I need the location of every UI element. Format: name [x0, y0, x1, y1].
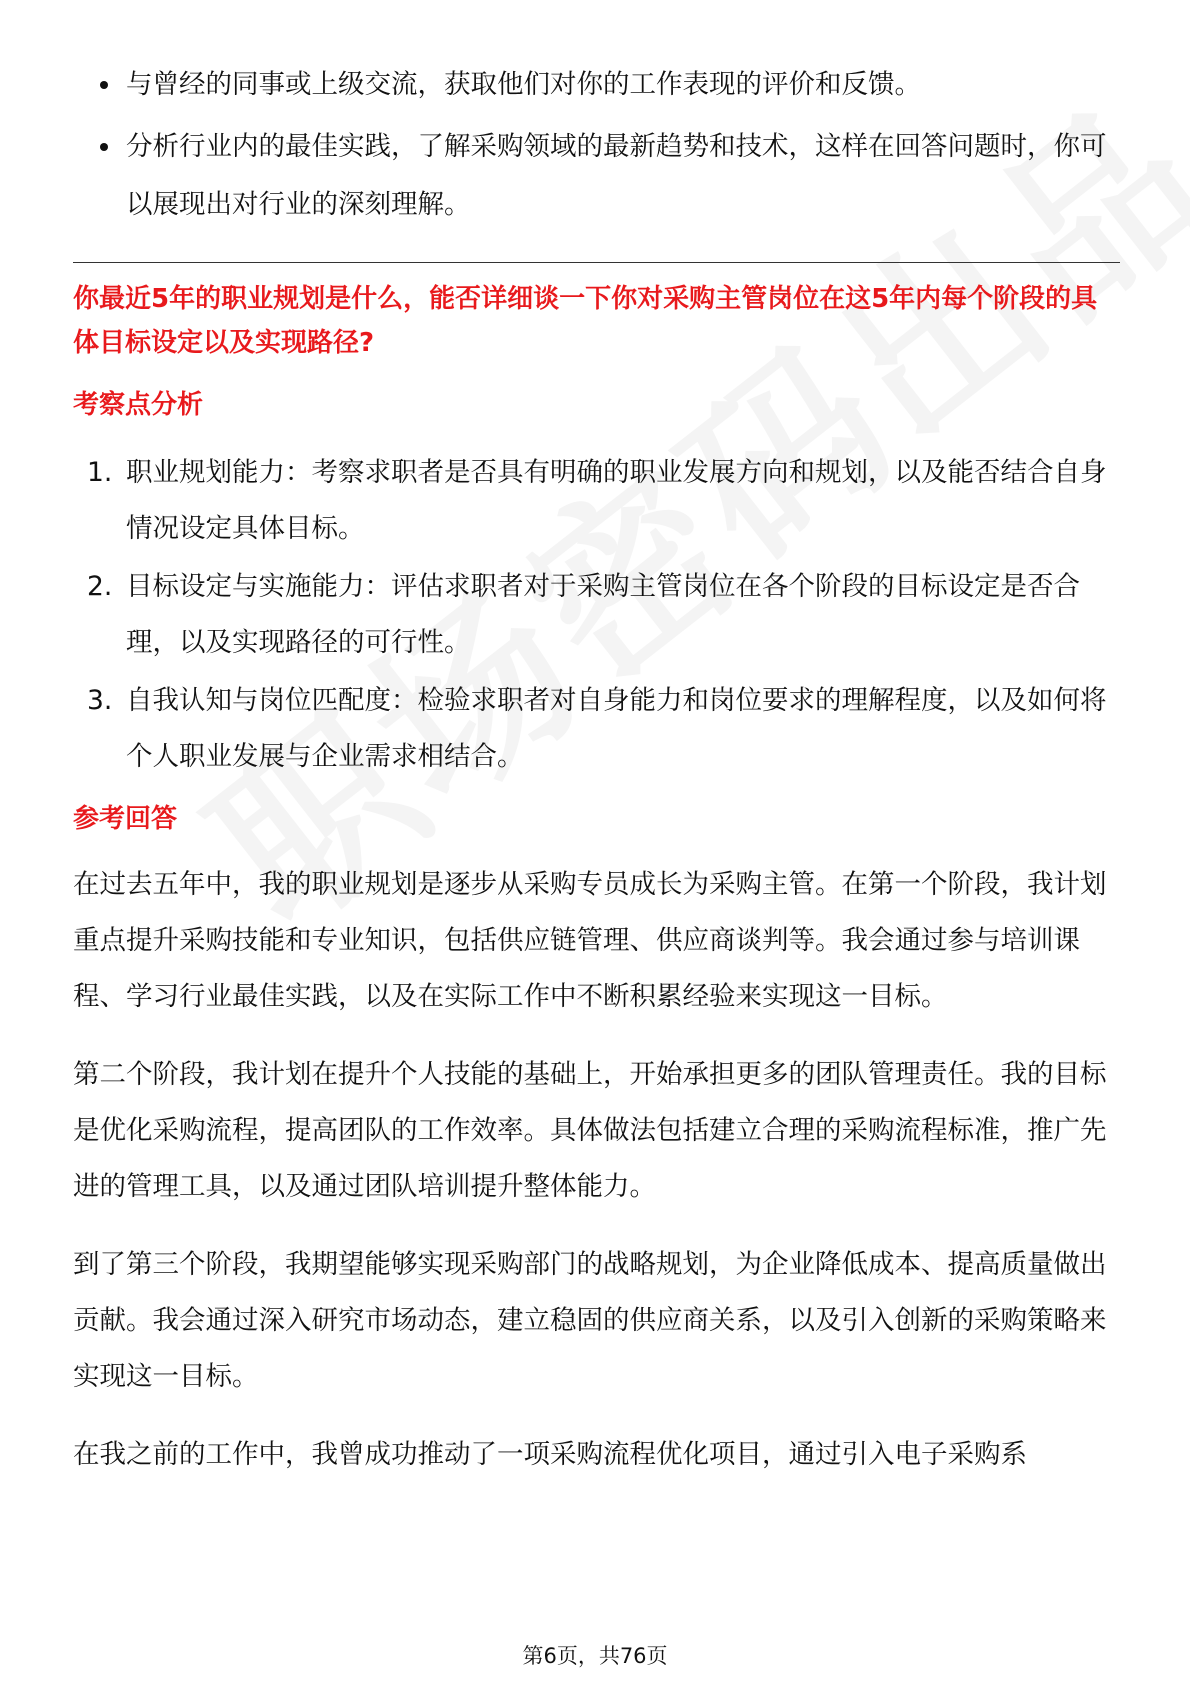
answer-paragraph: 第二个阶段，我计划在提升个人技能的基础上，开始承担更多的团队管理责任。我的目标是优化采购流程，提高团队的工作效率。具体做法包括建立合理的采购流程标准，推广先进的管理工具，以及通过团队培训提升整体能力。	[73, 1059, 1107, 1202]
item-text: 目标设定与实施能力：评估求职者对于采购主管岗位在各个阶段的目标设定是否合理，以及实现路径的可行性。	[126, 571, 1080, 658]
item-number: 2.	[87, 571, 113, 602]
list-item: 与曾经的同事或上级交流，获取他们对你的工作表现的评价和反馈。	[73, 56, 1118, 114]
list-item	[73, 673, 1118, 785]
page-content	[73, 56, 1118, 1483]
section-divider	[73, 262, 1120, 263]
list-item	[73, 559, 1118, 671]
answer-paragraph: 在过去五年中，我的职业规划是逐步从采购专员成长为采购主管。在第一个阶段，我计划重点提升采购技能和专业知识，包括供应链管理、供应商谈判等。我会通过参与培训课程、学习行业最佳实践，以及在实际工作中不断积累经验来实现这一目标。	[73, 869, 1107, 1012]
page-number: 第6页，共76页	[522, 1644, 668, 1668]
answer-title: 参考回答	[73, 804, 178, 834]
analysis-title: 考察点分析	[73, 390, 204, 420]
item-text: 自我认知与岗位匹配度：检验求职者对自身能力和岗位要求的理解程度，以及如何将个人职业发展与企业需求相结合。	[126, 685, 1107, 772]
answer-paragraph: 在我之前的工作中，我曾成功推动了一项采购流程优化项目，通过引入电子采购系	[73, 1439, 1027, 1470]
question-heading: 你最近5年的职业规划是什么，能否详细谈一下你对采购主管岗位在这5年内每个阶段的具体目标设定以及实现路径?	[73, 284, 1098, 358]
item-number: 1.	[87, 457, 113, 488]
answer-paragraph: 到了第三个阶段，我期望能够实现采购部门的战略规划，为企业降低成本、提高质量做出贡献。我会通过深入研究市场动态，建立稳固的供应商关系，以及引入创新的采购策略来实现这一目标。	[73, 1249, 1107, 1392]
item-text: 职业规划能力：考察求职者是否具有明确的职业发展方向和规划，以及能否结合自身情况设定具体目标。	[126, 457, 1107, 544]
item-number: 3.	[87, 685, 113, 716]
analysis-points	[73, 445, 1118, 785]
tips-list	[73, 56, 1118, 234]
list-item	[73, 445, 1118, 557]
list-item: 分析行业内的最佳实践，了解采购领域的最新趋势和技术，这样在回答问题时，你可以展现出对行业的深刻理解。	[73, 118, 1118, 234]
